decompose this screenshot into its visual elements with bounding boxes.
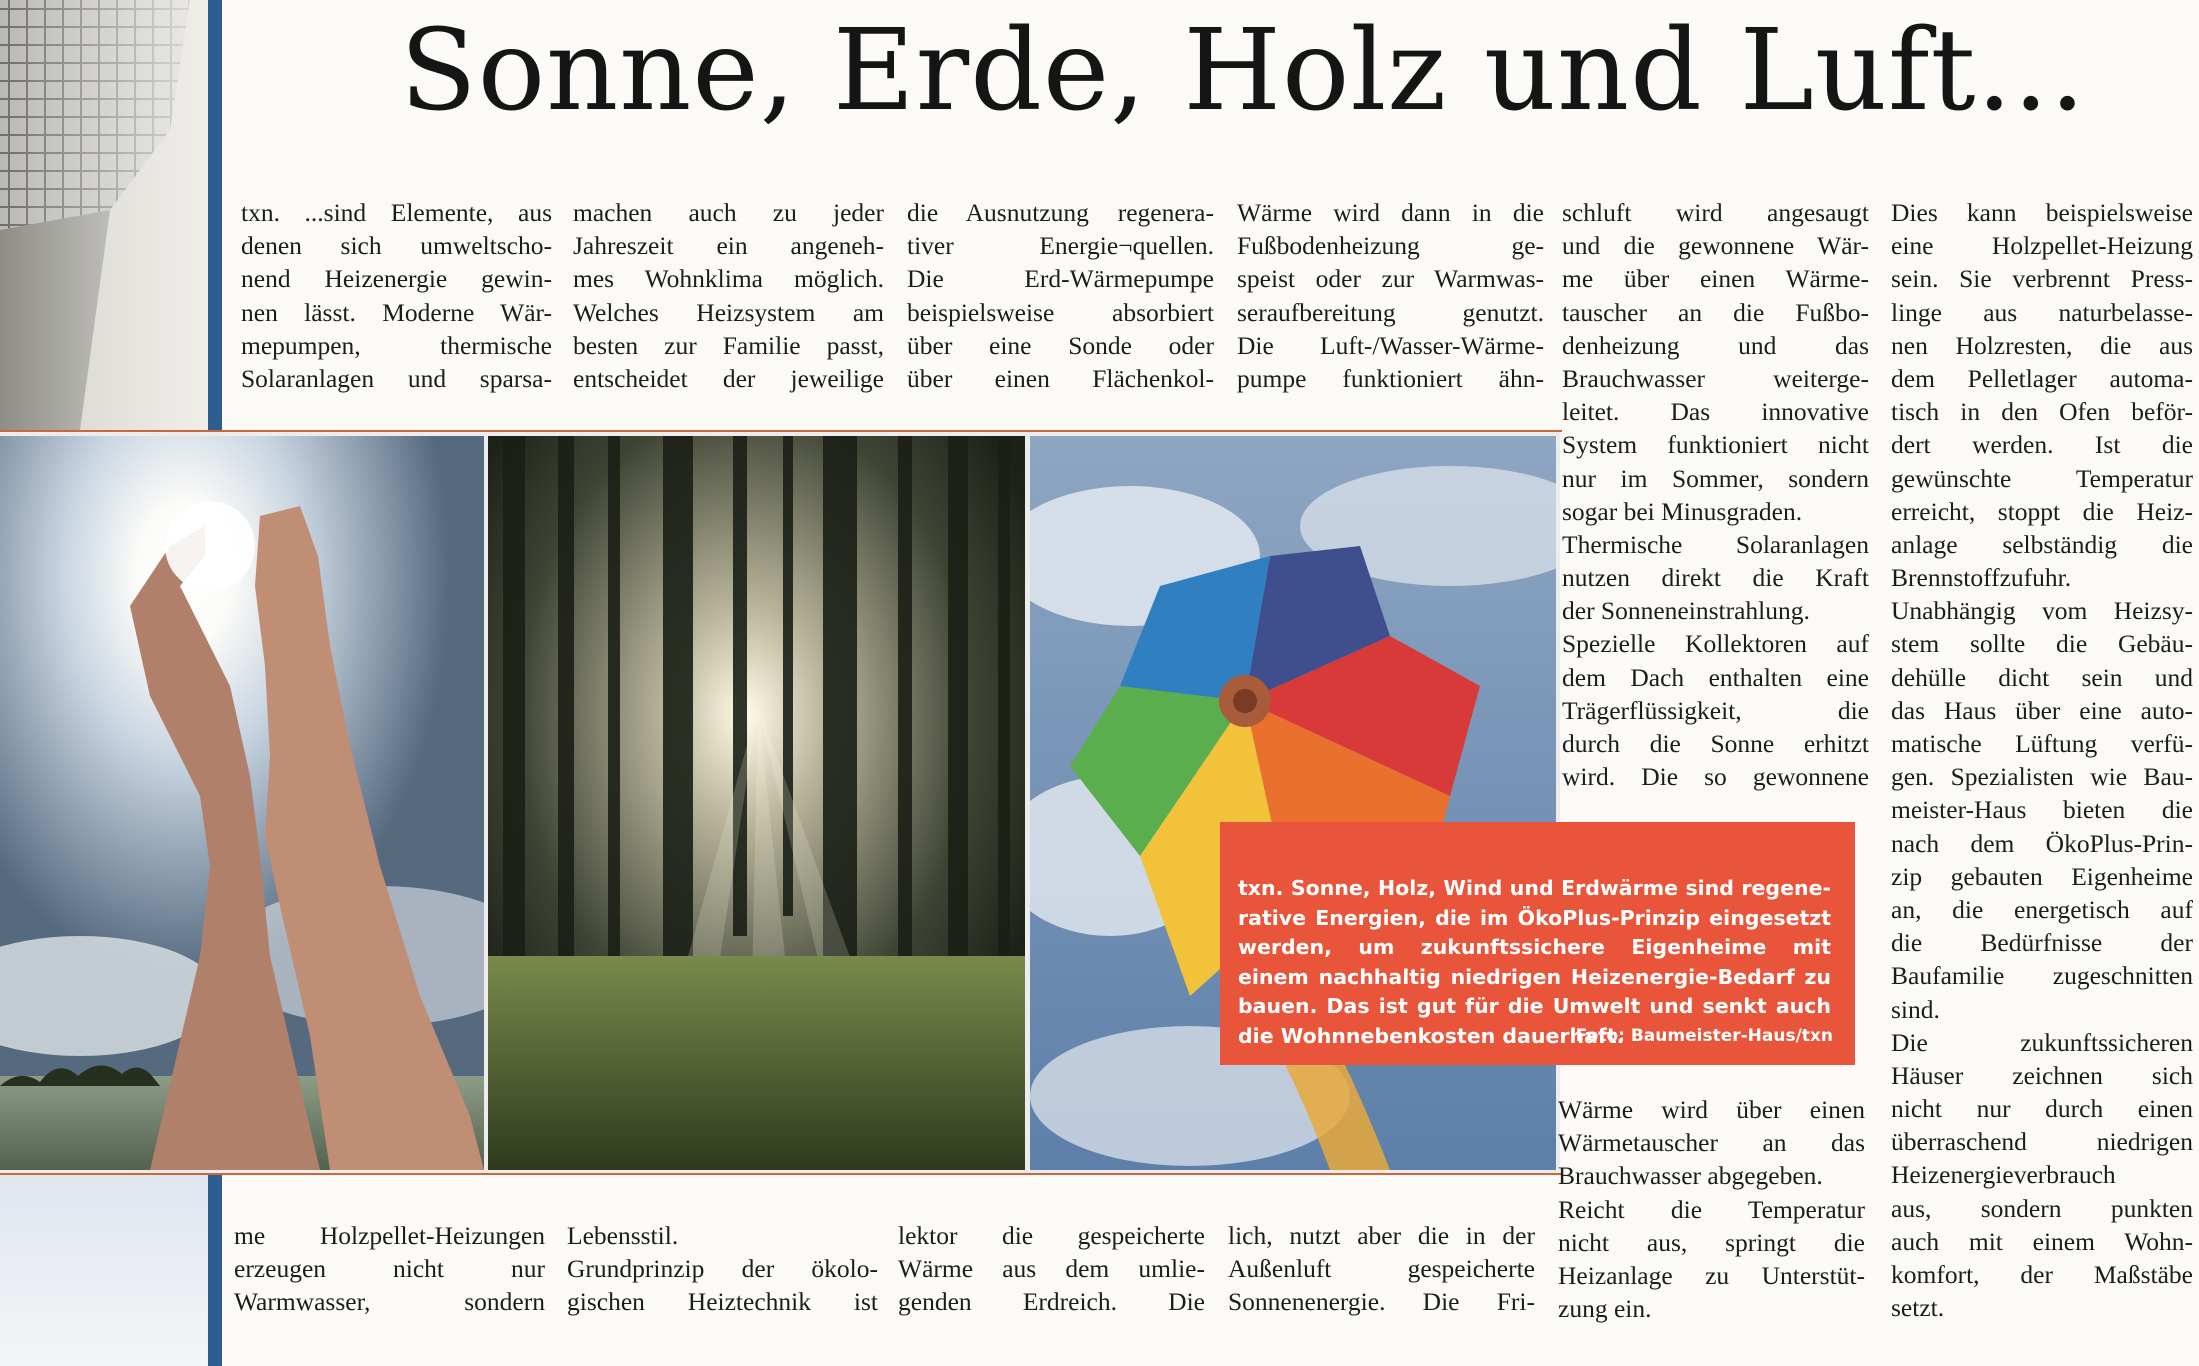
text-line: dem Pelletlager automa- — [1891, 363, 2193, 393]
text-line: gen. Spezialisten wie Bau- — [1891, 762, 2193, 792]
text-line: anlage selbständig die — [1891, 529, 2193, 559]
text-line: Unabhängig vom Heizsy- — [1891, 596, 2193, 626]
text-line: dehülle dicht sein und — [1891, 662, 2193, 692]
text-line: me über einen Wärme- — [1562, 264, 1869, 294]
text-line: pumpe funktioniert ähn- — [1237, 363, 1544, 393]
text-line: gewünschte Temperatur — [1891, 463, 2193, 493]
hands-sun-photo — [0, 436, 484, 1170]
text-line: Lebensstil. — [567, 1221, 679, 1250]
text-line: Welches Heizsystem am — [573, 297, 884, 327]
text-line: erreicht, stoppt die Heiz- — [1891, 496, 2193, 526]
text-line: Reicht die Temperatur — [1558, 1194, 1865, 1224]
text-line: Wärme wird dann in die — [1237, 198, 1544, 227]
text-line: besten zur Familie passt, — [573, 330, 884, 360]
article-column-3-bottom — [898, 1219, 1205, 1319]
photo-border-top — [0, 430, 1562, 432]
photo-credit: Foto: Baumeister-Haus/txn — [1575, 1025, 1833, 1046]
text-line: Außenluft gespeicherte — [1228, 1254, 1535, 1284]
photo-caption — [1220, 822, 1855, 1065]
text-line: und die gewonnene Wär- — [1562, 231, 1869, 261]
article-column-5-bottom — [1558, 1093, 1865, 1325]
text-line: stem sollte die Gebäu- — [1891, 629, 2193, 659]
text-line: eine Holzpellet-Heizung — [1891, 231, 2193, 261]
text-line: gischen Heiztechnik ist — [567, 1287, 878, 1317]
text-line: Fußbodenheizung ge- — [1237, 231, 1544, 261]
text-line: Brennstoffzufuhr. — [1891, 563, 2072, 593]
text-line: mes Wohnklima möglich. — [573, 264, 884, 294]
text-line: das Haus über eine auto- — [1891, 695, 2193, 725]
text-line: über eine Sonde oder — [907, 330, 1214, 360]
text-line: Spezielle Kollektoren auf — [1562, 629, 1869, 659]
text-line: die Ausnutzung regenera- — [907, 198, 1214, 227]
text-line: matische Lüftung verfü- — [1891, 729, 2193, 758]
text-line: seraufbereitung genutzt. — [1237, 297, 1544, 327]
text-line: sind. — [1891, 994, 1940, 1024]
text-line: komfort, der Maßstäbe — [1891, 1260, 2193, 1289]
text-line: beispielsweise absorbiert — [907, 297, 1214, 327]
edge-photo-shirt — [0, 0, 222, 430]
text-line: Dies kann beispielsweise — [1891, 198, 2193, 227]
text-line: Thermische Solaranlagen — [1562, 529, 1869, 559]
text-line: Heizenergieverbrauch — [1891, 1160, 2116, 1190]
text-line: speist oder zur Warmwas- — [1237, 264, 1544, 294]
text-line: nend Heizenergie gewin- — [241, 264, 552, 294]
text-line: machen auch zu jeder — [573, 198, 884, 227]
text-line: nach dem ÖkoPlus-Prin- — [1891, 828, 2193, 858]
text-line: linge aus naturbelasse- — [1891, 297, 2193, 327]
text-line: setzt. — [1891, 1293, 1945, 1323]
text-line: System funktioniert nicht — [1562, 430, 1869, 460]
text-line: Wärmetauscher an das — [1558, 1128, 1865, 1158]
text-line: tiver Energie¬quellen. — [907, 231, 1214, 261]
text-line: Die zukunftssicheren — [1891, 1027, 2193, 1057]
text-line: txn. ...sind Elemente, aus — [241, 198, 552, 227]
edge-accent-bar-bottom — [208, 1170, 222, 1366]
text-line: an, die energetisch auf — [1891, 894, 2193, 924]
text-line: entscheidet der jeweilige — [573, 363, 884, 393]
text-line: dert werden. Ist die — [1891, 430, 2193, 460]
text-line: über einen Flächenkol- — [907, 363, 1214, 393]
text-line: erzeugen nicht nur — [234, 1254, 545, 1284]
text-line: rative Energien, die im ÖkoPlus-Prinzip eingesetzt — [1238, 905, 1831, 930]
text-line: wird. Die so gewonnene — [1562, 762, 1869, 792]
text-line: Wärme aus dem umlie- — [898, 1254, 1205, 1284]
text-line: dem Dach enthalten eine — [1562, 662, 1869, 692]
text-line: lektor die gespeicherte — [898, 1221, 1205, 1250]
article-column-1-bottom — [234, 1219, 545, 1319]
text-line: denen sich umweltscho- — [241, 231, 552, 261]
text-line: genden Erdreich. Die — [898, 1287, 1205, 1317]
text-line: Häuser zeichnen sich — [1891, 1060, 2193, 1090]
text-line: Jahreszeit ein angeneh- — [573, 231, 884, 261]
text-line: die Bedürfnisse der — [1891, 928, 2193, 958]
article-column-1-top — [241, 196, 552, 395]
headline: Sonne, Erde, Holz und Luft... — [400, 6, 2087, 136]
text-line: lich, nutzt aber die in der — [1228, 1221, 1535, 1250]
text-line: überraschend niedrigen — [1891, 1127, 2193, 1157]
text-line: Sonnenenergie. Die Fri- — [1228, 1287, 1535, 1317]
article-column-4-bottom — [1228, 1219, 1535, 1319]
forest-sunrays-photo — [488, 436, 1025, 1170]
text-line: zung ein. — [1558, 1294, 1652, 1324]
text-line: Wärme wird über einen — [1558, 1095, 1865, 1124]
text-line: Trägerflüssigkeit, die — [1562, 695, 1869, 725]
text-line: die Wohnnebenkosten dauerhaft. — [1238, 1023, 1625, 1048]
text-line: nen Holzresten, die aus — [1891, 330, 2193, 360]
text-line: einem nachhaltig niedrigen Heizenergie-Bedarf zu — [1238, 964, 1831, 989]
text-line: werden, um zukunftssichere Eigenheime mit — [1238, 935, 1831, 959]
text-line: tisch in den Ofen beför- — [1891, 397, 2193, 427]
article-column-2-top — [573, 196, 884, 395]
text-line: Grundprinzip der ökolo- — [567, 1254, 878, 1284]
text-line: Heizanlage zu Unterstüt- — [1558, 1260, 1865, 1290]
text-line: durch die Sonne erhitzt — [1562, 729, 1869, 758]
text-line: auch mit einem Wohn- — [1891, 1226, 2193, 1256]
text-line: tauscher an die Fußbo- — [1562, 297, 1869, 327]
text-line: schluft wird angesaugt — [1562, 198, 1869, 227]
text-line: Baufamilie zugeschnitten — [1891, 961, 2193, 991]
text-line: Die Luft-/Wasser-Wärme- — [1237, 330, 1544, 360]
text-line: nen lässt. Moderne Wär- — [241, 297, 552, 327]
article-column-5-top — [1562, 196, 1869, 793]
photo-border-bottom — [0, 1173, 1562, 1175]
edge-accent-bar — [208, 0, 222, 430]
article-column-3-top — [907, 196, 1214, 395]
text-line: leitet. Das innovative — [1562, 397, 1869, 427]
text-line: bauen. Das ist gut für die Umwelt und senkt auch — [1238, 994, 1831, 1018]
edge-photo-bottom — [0, 1170, 222, 1366]
text-line: nicht nur durch einen — [1891, 1094, 2193, 1124]
text-line: txn. Sonne, Holz, Wind und Erdwärme sind regene- — [1238, 876, 1831, 900]
text-line: zip gebauten Eigenheime — [1891, 861, 2193, 891]
text-line: aus, sondern punkten — [1891, 1193, 2193, 1223]
text-line: Warmwasser, sondern — [234, 1287, 545, 1317]
text-line: me Holzpellet-Heizungen — [234, 1221, 545, 1250]
article-column-6 — [1891, 196, 2193, 1324]
text-line: Brauchwasser weiterge- — [1562, 363, 1869, 393]
text-line: Die Erd-Wärmepumpe — [907, 264, 1214, 294]
text-line: Brauchwasser abgegeben. — [1558, 1161, 1823, 1191]
text-line: sogar bei Minusgraden. — [1562, 496, 1803, 526]
text-line: nur im Sommer, sondern — [1562, 463, 1869, 493]
text-line: mepumpen, thermische — [241, 330, 552, 360]
text-line: meister-Haus bieten die — [1891, 795, 2193, 825]
article-column-4-top — [1237, 196, 1544, 395]
text-line: sein. Sie verbrennt Press- — [1891, 264, 2193, 294]
text-line: denheizung und das — [1562, 330, 1869, 360]
text-line: nutzen direkt die Kraft — [1562, 563, 1869, 593]
text-line: der Sonneneinstrahlung. — [1562, 596, 1810, 626]
text-line: Solaranlagen und sparsa- — [241, 363, 552, 393]
article-column-2-bottom — [567, 1219, 878, 1319]
text-line: nicht aus, springt die — [1558, 1227, 1865, 1257]
